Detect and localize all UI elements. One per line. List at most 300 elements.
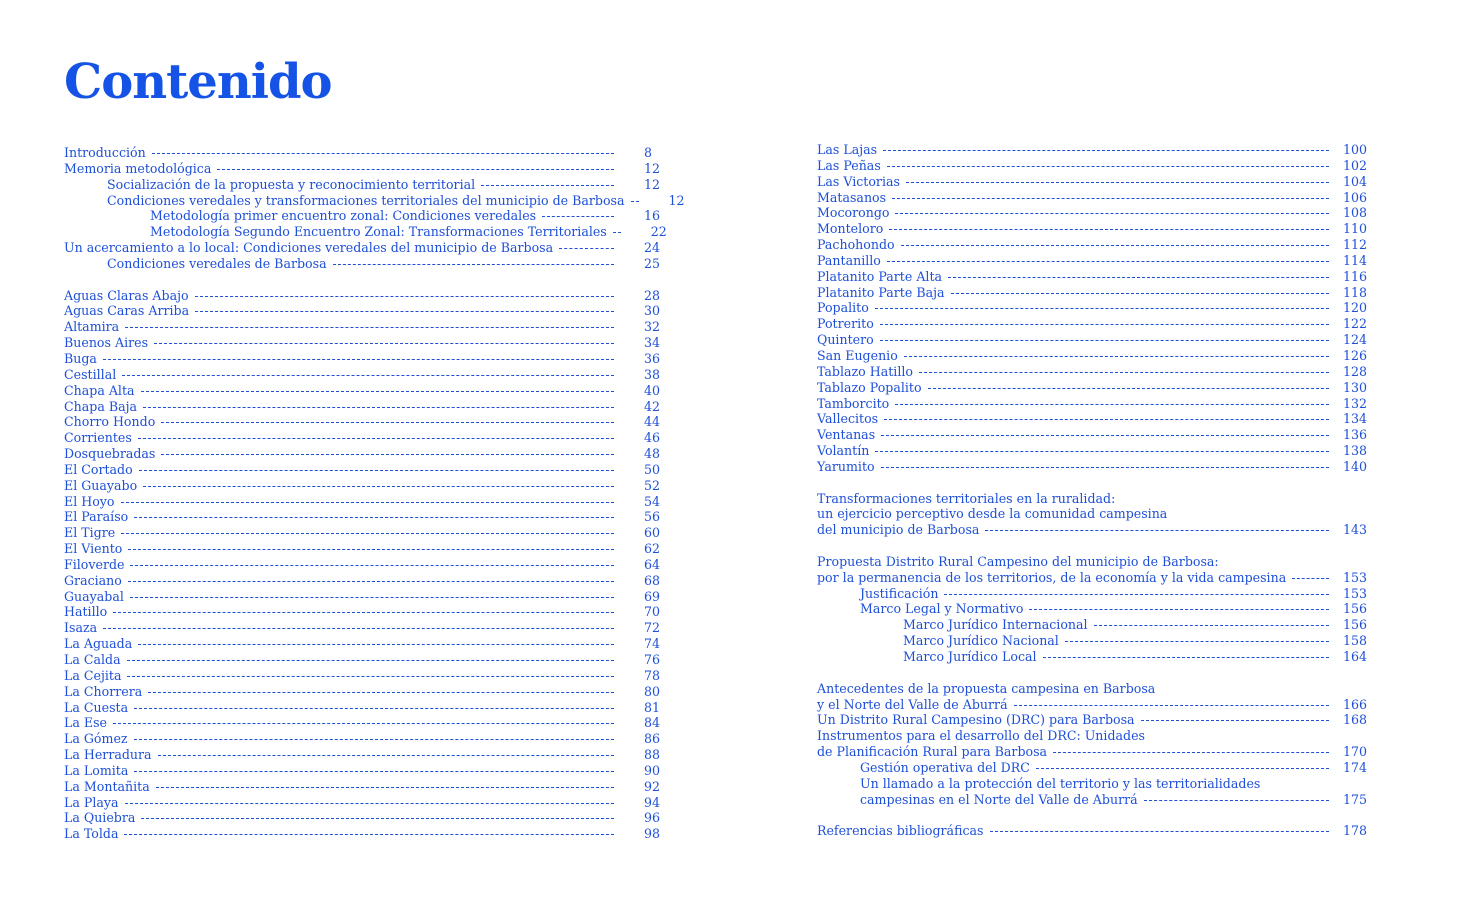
toc-page-number: 22 bbox=[650, 224, 667, 240]
toc-entry-title: Quintero bbox=[817, 332, 874, 348]
dot-leader bbox=[130, 565, 614, 566]
dot-leader bbox=[127, 660, 614, 661]
toc-entry-title: La Playa bbox=[64, 794, 119, 810]
toc-entry-title: Metodología Segundo Encuentro Zonal: Transformaciones Territoriales bbox=[150, 224, 607, 240]
toc-page-number: 30 bbox=[644, 303, 661, 319]
toc-entry-title: Referencias bibliográficas bbox=[817, 823, 984, 839]
toc-entry-title: Metodología primer encuentro zonal: Condiciones veredales bbox=[150, 208, 537, 224]
toc-page-number: 50 bbox=[644, 461, 661, 477]
toc-page-number: 86 bbox=[644, 731, 661, 747]
toc-entry-title: Transformaciones territoriales en la ruralidad: bbox=[817, 490, 1116, 506]
toc-page-number: 38 bbox=[644, 366, 661, 382]
toc-page-number: 72 bbox=[644, 620, 661, 636]
dot-leader bbox=[125, 803, 614, 804]
toc-page-number: 76 bbox=[644, 652, 661, 667]
toc-entry[interactable] bbox=[64, 652, 664, 668]
toc-entry-title: campesinas en el Norte del Valle de Aburrá bbox=[860, 791, 1138, 807]
dot-leader bbox=[895, 213, 1329, 214]
toc-page-number: 68 bbox=[644, 572, 661, 588]
toc-entry-title: Filoverde bbox=[64, 556, 125, 572]
toc-page-number: 90 bbox=[644, 762, 661, 778]
toc-entry[interactable] bbox=[64, 446, 664, 462]
toc-entry[interactable] bbox=[817, 759, 1368, 776]
toc-page-number: 78 bbox=[644, 667, 661, 683]
section-gap bbox=[817, 665, 1365, 681]
toc-page-number: 25 bbox=[644, 255, 661, 271]
toc-entry[interactable] bbox=[817, 506, 1365, 522]
toc-entry[interactable] bbox=[817, 173, 1368, 190]
toc-entry[interactable] bbox=[817, 427, 1368, 443]
dot-leader bbox=[122, 375, 614, 376]
toc-entry[interactable] bbox=[64, 541, 664, 557]
dot-leader bbox=[1144, 800, 1329, 801]
toc-entry[interactable] bbox=[817, 268, 1368, 285]
toc-entry-title: El Guayabo bbox=[64, 477, 138, 493]
toc-entry-title: El Cortado bbox=[64, 461, 133, 477]
dot-leader bbox=[1053, 752, 1329, 753]
toc-page-number: 92 bbox=[644, 778, 661, 794]
dot-leader bbox=[883, 150, 1329, 151]
toc-page-number: 116 bbox=[1343, 268, 1368, 284]
toc-entry-title: por la permanencia de los territorios, de la economía y la vida campesina bbox=[817, 569, 1287, 585]
dot-leader bbox=[161, 422, 614, 423]
toc-entry[interactable] bbox=[817, 458, 1368, 475]
dot-leader bbox=[948, 277, 1329, 278]
dot-leader bbox=[141, 391, 614, 392]
toc-entry[interactable] bbox=[64, 335, 664, 351]
toc-entry[interactable] bbox=[64, 224, 667, 240]
toc-entry[interactable] bbox=[64, 509, 664, 525]
dot-leader bbox=[880, 340, 1329, 341]
toc-entry-title: Socialización de la propuesta y reconocimiento territorial bbox=[107, 176, 476, 192]
toc-page-number: 8 bbox=[644, 145, 653, 160]
toc-entry[interactable] bbox=[64, 319, 664, 335]
toc-page-number: 42 bbox=[644, 398, 661, 414]
dot-leader bbox=[128, 581, 614, 582]
toc-page-number: 114 bbox=[1343, 252, 1368, 268]
toc-entry-title: Volantín bbox=[817, 443, 870, 459]
toc-entry[interactable] bbox=[64, 478, 664, 494]
toc-page-number: 24 bbox=[644, 240, 661, 256]
toc-entry[interactable] bbox=[817, 205, 1368, 221]
toc-entry[interactable] bbox=[817, 522, 1368, 538]
toc-page-number: 81 bbox=[644, 699, 661, 715]
toc-entry[interactable] bbox=[64, 826, 664, 842]
dot-leader bbox=[985, 530, 1329, 531]
dot-leader bbox=[161, 454, 614, 455]
dot-leader bbox=[138, 644, 614, 645]
toc-entry-title: Buenos Aires bbox=[64, 335, 149, 351]
toc-entry-title: Un acercamiento a lo local: Condiciones veredales del municipio de Barbosa bbox=[64, 240, 554, 256]
toc-entry[interactable] bbox=[817, 237, 1368, 253]
toc-entry-title: Graciano bbox=[64, 572, 122, 588]
toc-page-number: 80 bbox=[644, 683, 661, 699]
toc-entry-title: Marco Jurídico Nacional bbox=[903, 633, 1059, 649]
toc-entry[interactable] bbox=[64, 747, 664, 763]
toc-entry-title: Cestillal bbox=[64, 366, 117, 382]
toc-entry-title: Vallecitos bbox=[817, 411, 879, 427]
dot-leader bbox=[1043, 657, 1329, 658]
toc-entry[interactable] bbox=[817, 776, 1365, 792]
toc-page-number: 36 bbox=[644, 350, 661, 366]
toc-entry[interactable] bbox=[817, 221, 1368, 237]
toc-page-number: 170 bbox=[1343, 744, 1368, 760]
toc-entry[interactable] bbox=[817, 823, 1368, 839]
toc-entry[interactable] bbox=[64, 620, 664, 636]
section-gap bbox=[817, 475, 1365, 491]
toc-entry[interactable] bbox=[64, 208, 664, 224]
toc-entry[interactable] bbox=[817, 712, 1368, 728]
toc-page-number: 122 bbox=[1343, 316, 1368, 332]
toc-entry[interactable] bbox=[817, 142, 1368, 158]
dot-leader bbox=[217, 169, 614, 170]
dot-leader bbox=[103, 359, 614, 360]
toc-entry[interactable] bbox=[817, 443, 1368, 459]
dot-leader bbox=[134, 517, 614, 518]
toc-page-number: 143 bbox=[1343, 522, 1368, 538]
toc-page-number: 34 bbox=[644, 335, 661, 351]
toc-entry-title: El Viento bbox=[64, 541, 123, 557]
toc-page-number: 138 bbox=[1343, 443, 1368, 459]
dot-leader bbox=[1065, 641, 1329, 642]
toc-entry[interactable] bbox=[64, 557, 664, 573]
toc-page-number: 16 bbox=[644, 208, 661, 224]
toc-entry-title: del municipio de Barbosa bbox=[817, 522, 980, 538]
dot-leader bbox=[134, 771, 614, 772]
toc-entry[interactable] bbox=[817, 601, 1368, 617]
toc-entry-title: Las Lajas bbox=[817, 142, 878, 157]
toc-entry-title: Platanito Parte Alta bbox=[817, 268, 943, 284]
dot-leader bbox=[143, 486, 614, 487]
toc-page-number: 48 bbox=[644, 446, 661, 462]
toc-page-number: 40 bbox=[644, 382, 661, 398]
toc-entry[interactable] bbox=[817, 284, 1368, 301]
dot-leader bbox=[143, 407, 614, 408]
toc-entry[interactable] bbox=[817, 332, 1368, 348]
toc-page-number: 52 bbox=[644, 477, 661, 493]
toc-entry[interactable] bbox=[64, 636, 664, 652]
toc-page-number: 153 bbox=[1343, 585, 1368, 601]
toc-page-number: 164 bbox=[1343, 649, 1368, 664]
toc-page-number: 28 bbox=[644, 287, 661, 303]
toc-entry[interactable] bbox=[64, 731, 664, 747]
toc-entry-title: El Paraíso bbox=[64, 509, 129, 525]
toc-entry-title: Justificación bbox=[860, 585, 939, 601]
toc-entry[interactable] bbox=[64, 573, 664, 589]
toc-entry[interactable] bbox=[64, 589, 664, 605]
toc-entry-title: Mocorongo bbox=[817, 205, 890, 221]
dot-leader bbox=[127, 676, 614, 677]
toc-entry-title: Las Peñas bbox=[817, 157, 881, 173]
dot-leader bbox=[919, 372, 1329, 373]
dot-leader bbox=[141, 818, 614, 819]
dot-leader bbox=[542, 216, 614, 217]
toc-page-number: 112 bbox=[1343, 237, 1368, 253]
dot-leader bbox=[951, 293, 1330, 294]
toc-entry-title: Pantanillo bbox=[817, 252, 881, 268]
toc-page-number: 12 bbox=[668, 192, 685, 208]
toc-entry[interactable] bbox=[64, 525, 664, 541]
toc-entry[interactable] bbox=[64, 351, 664, 367]
toc-entry[interactable] bbox=[64, 795, 664, 811]
toc-entry[interactable] bbox=[817, 585, 1368, 602]
toc-right-column bbox=[817, 142, 1368, 839]
dot-leader bbox=[158, 755, 614, 756]
toc-entry[interactable] bbox=[817, 728, 1365, 744]
toc-entry[interactable] bbox=[64, 288, 664, 304]
toc-entry-title: Ventanas bbox=[817, 427, 876, 443]
toc-entry-title: La Calda bbox=[64, 652, 121, 667]
toc-entry-title: Un llamado a la protección del territorio y las territorialidades bbox=[860, 775, 1261, 791]
toc-entry[interactable] bbox=[64, 414, 664, 430]
toc-entry-title: Dosquebradas bbox=[64, 446, 156, 462]
toc-page-number: 166 bbox=[1343, 696, 1368, 712]
toc-entry-title: Aguas Claras Abajo bbox=[64, 287, 189, 303]
toc-entry[interactable] bbox=[64, 383, 664, 399]
toc-entry-title: Chorro Hondo bbox=[64, 414, 156, 430]
toc-entry-title: Isaza bbox=[64, 620, 98, 636]
toc-entry[interactable] bbox=[817, 681, 1365, 697]
toc-page-number: 174 bbox=[1343, 759, 1368, 775]
dot-leader bbox=[103, 628, 614, 629]
toc-page-number: 153 bbox=[1343, 569, 1368, 585]
toc-entry-title: Condiciones veredales de Barbosa bbox=[107, 255, 327, 271]
dot-leader bbox=[884, 419, 1329, 420]
toc-page-number: 158 bbox=[1343, 633, 1368, 649]
toc-entry[interactable] bbox=[817, 189, 1368, 206]
dot-leader bbox=[333, 264, 614, 265]
dot-leader bbox=[1094, 625, 1329, 626]
dot-leader bbox=[125, 327, 614, 328]
toc-entry-title: Popalito bbox=[817, 300, 869, 316]
toc-entry[interactable] bbox=[64, 779, 664, 795]
toc-page-number: 69 bbox=[644, 588, 661, 604]
toc-entry-title: Antecedentes de la propuesta campesina en Barbosa bbox=[817, 680, 1156, 696]
toc-entry-title: Tablazo Hatillo bbox=[817, 363, 913, 379]
dot-leader bbox=[559, 248, 614, 249]
toc-entry-title: Hatillo bbox=[64, 604, 108, 620]
toc-entry[interactable] bbox=[817, 363, 1368, 380]
toc-page-number: 74 bbox=[644, 636, 661, 652]
toc-page-number: 104 bbox=[1343, 173, 1368, 189]
toc-entry[interactable] bbox=[817, 569, 1368, 586]
toc-page-number: 156 bbox=[1343, 617, 1368, 633]
dot-leader bbox=[892, 198, 1329, 199]
dot-leader bbox=[881, 435, 1329, 436]
toc-entry[interactable] bbox=[64, 684, 664, 700]
toc-entry[interactable] bbox=[817, 347, 1368, 364]
toc-entry-title: Potrerito bbox=[817, 316, 874, 332]
toc-entry-title: Chapa Alta bbox=[64, 382, 135, 398]
toc-entry-title: Tablazo Popalito bbox=[817, 379, 922, 395]
toc-page-number: 96 bbox=[644, 810, 661, 826]
toc-entry[interactable] bbox=[817, 744, 1368, 760]
toc-entry-title: Aguas Caras Arriba bbox=[64, 303, 190, 319]
toc-entry[interactable] bbox=[817, 696, 1368, 713]
toc-page-number: 178 bbox=[1343, 823, 1368, 839]
toc-entry-title: La Gómez bbox=[64, 731, 128, 747]
toc-entry[interactable] bbox=[64, 668, 664, 684]
dot-leader bbox=[138, 438, 614, 439]
toc-page-number: 100 bbox=[1343, 142, 1368, 157]
toc-entry-title: La Cuesta bbox=[64, 699, 129, 715]
toc-page-number: 110 bbox=[1343, 221, 1368, 237]
toc-entry-title: Altamira bbox=[64, 319, 120, 335]
dot-leader bbox=[880, 324, 1329, 325]
dot-leader bbox=[1014, 705, 1329, 706]
dot-leader bbox=[906, 182, 1329, 183]
toc-page-number: 108 bbox=[1343, 205, 1368, 221]
toc-entry[interactable] bbox=[817, 395, 1368, 412]
dot-leader bbox=[121, 502, 615, 503]
toc-entry[interactable] bbox=[64, 810, 664, 826]
toc-entry-title: Pachohondo bbox=[817, 237, 895, 253]
toc-entry[interactable] bbox=[64, 462, 664, 478]
toc-page-number: 46 bbox=[644, 430, 661, 446]
dot-leader bbox=[134, 739, 614, 740]
toc-entry[interactable] bbox=[64, 715, 664, 731]
section-gap bbox=[64, 272, 664, 288]
toc-page-number: 134 bbox=[1343, 411, 1368, 427]
toc-page-number: 120 bbox=[1343, 300, 1368, 316]
dot-leader bbox=[1029, 609, 1329, 610]
dot-leader bbox=[1141, 720, 1329, 721]
toc-entry-title: San Eugenio bbox=[817, 347, 898, 363]
toc-entry-title: Las Victorias bbox=[817, 173, 900, 189]
toc-page-number: 124 bbox=[1343, 332, 1368, 348]
toc-entry-title: Marco Jurídico Internacional bbox=[903, 617, 1088, 633]
toc-page-number: 64 bbox=[644, 556, 661, 572]
toc-page-number: 12 bbox=[644, 160, 661, 176]
toc-entry-title: Instrumentos para el desarrollo del DRC: Unidades bbox=[817, 728, 1145, 744]
toc-left-column bbox=[64, 145, 685, 842]
toc-entry[interactable] bbox=[64, 763, 664, 779]
dot-leader bbox=[481, 185, 614, 186]
toc-entry[interactable] bbox=[817, 316, 1368, 332]
toc-entry-title: Yarumito bbox=[817, 458, 875, 474]
toc-entry-title: Memoria metodológica bbox=[64, 160, 212, 176]
toc-entry[interactable] bbox=[64, 604, 664, 620]
dot-leader bbox=[881, 467, 1329, 468]
toc-page-number: 136 bbox=[1343, 427, 1368, 443]
toc-page-number: 102 bbox=[1343, 157, 1368, 173]
toc-page-number: 175 bbox=[1343, 791, 1368, 807]
toc-entry-title: El Tigre bbox=[64, 525, 116, 541]
toc-entry[interactable] bbox=[64, 145, 664, 161]
toc-entry[interactable] bbox=[64, 494, 664, 510]
toc-entry-title: Marco Jurídico Local bbox=[903, 649, 1037, 664]
toc-entry[interactable] bbox=[64, 367, 664, 383]
toc-page-number: 88 bbox=[644, 747, 661, 763]
dot-leader bbox=[901, 245, 1329, 246]
toc-page-number: 94 bbox=[644, 794, 661, 810]
dot-leader bbox=[887, 261, 1329, 262]
toc-entry[interactable] bbox=[817, 791, 1368, 808]
toc-entry[interactable] bbox=[64, 399, 664, 415]
toc-page-number: 132 bbox=[1343, 395, 1368, 411]
toc-page-number: 62 bbox=[644, 541, 661, 557]
toc-entry-title: Corrientes bbox=[64, 430, 132, 446]
toc-entry-title: La Quiebra bbox=[64, 810, 136, 826]
dot-leader bbox=[113, 723, 614, 724]
toc-entry[interactable] bbox=[817, 633, 1368, 649]
dot-leader bbox=[928, 388, 1329, 389]
toc-entry-title: El Hoyo bbox=[64, 493, 115, 509]
toc-entry-title: Un Distrito Rural Campesino (DRC) para Barbosa bbox=[817, 712, 1135, 728]
toc-entry[interactable] bbox=[64, 177, 664, 193]
dot-leader bbox=[889, 229, 1329, 230]
toc-entry-title: Matasanos bbox=[817, 189, 887, 205]
dot-leader bbox=[1036, 768, 1329, 769]
toc-page-number: 118 bbox=[1343, 284, 1368, 300]
toc-entry[interactable] bbox=[817, 379, 1368, 396]
dot-leader bbox=[1292, 578, 1329, 579]
toc-entry[interactable] bbox=[64, 700, 664, 716]
toc-page-number: 156 bbox=[1343, 601, 1368, 617]
toc-entry-title: Tamborcito bbox=[817, 395, 890, 411]
toc-entry[interactable] bbox=[817, 491, 1365, 507]
toc-entry-title: La Aguada bbox=[64, 636, 133, 652]
toc-entry[interactable] bbox=[64, 256, 664, 272]
toc-entry[interactable] bbox=[817, 300, 1368, 316]
toc-entry-title: Marco Legal y Normativo bbox=[860, 601, 1024, 617]
toc-entry-title: La Montañita bbox=[64, 778, 150, 794]
toc-page-number: 106 bbox=[1343, 189, 1368, 205]
toc-entry[interactable] bbox=[817, 554, 1365, 570]
dot-leader bbox=[124, 834, 614, 835]
toc-entry[interactable] bbox=[817, 649, 1368, 665]
toc-entry[interactable] bbox=[64, 303, 664, 319]
dot-leader bbox=[195, 296, 614, 297]
toc-entry[interactable] bbox=[64, 192, 685, 209]
toc-entry-title: y el Norte del Valle de Aburrá bbox=[817, 696, 1008, 712]
dot-leader bbox=[148, 692, 614, 693]
toc-entry[interactable] bbox=[817, 252, 1368, 269]
toc-entry[interactable] bbox=[64, 240, 664, 256]
dot-leader bbox=[152, 153, 614, 154]
toc-entry-title: de Planificación Rural para Barbosa bbox=[817, 744, 1048, 760]
dot-leader bbox=[195, 311, 614, 312]
dot-leader bbox=[134, 708, 614, 709]
toc-page-number: 60 bbox=[644, 525, 661, 541]
toc-page-number: 54 bbox=[644, 493, 661, 509]
toc-entry-title: La Cejita bbox=[64, 667, 122, 683]
dot-leader bbox=[156, 787, 614, 788]
toc-entry[interactable] bbox=[64, 430, 664, 446]
toc-page-number: 12 bbox=[644, 176, 661, 192]
dot-leader bbox=[139, 470, 614, 471]
toc-page-number: 128 bbox=[1343, 363, 1368, 379]
section-gap bbox=[817, 807, 1365, 823]
dot-leader bbox=[631, 201, 639, 202]
toc-entry-title: Monteloro bbox=[817, 221, 884, 237]
toc-page-number: 130 bbox=[1343, 379, 1368, 395]
toc-entry[interactable] bbox=[817, 411, 1368, 427]
toc-entry-title: Platanito Parte Baja bbox=[817, 284, 945, 300]
dot-leader bbox=[990, 831, 1330, 832]
dot-leader bbox=[895, 404, 1329, 405]
toc-page-number: 84 bbox=[644, 715, 661, 731]
dot-leader bbox=[887, 166, 1329, 167]
page-title: Contenido bbox=[64, 54, 332, 110]
dot-leader bbox=[944, 594, 1329, 595]
toc-entry[interactable] bbox=[817, 617, 1368, 633]
dot-leader bbox=[613, 232, 621, 233]
section-gap bbox=[817, 538, 1365, 554]
toc-page-number: 126 bbox=[1343, 347, 1368, 363]
toc-entry[interactable] bbox=[817, 157, 1368, 174]
toc-entry[interactable] bbox=[64, 161, 664, 177]
